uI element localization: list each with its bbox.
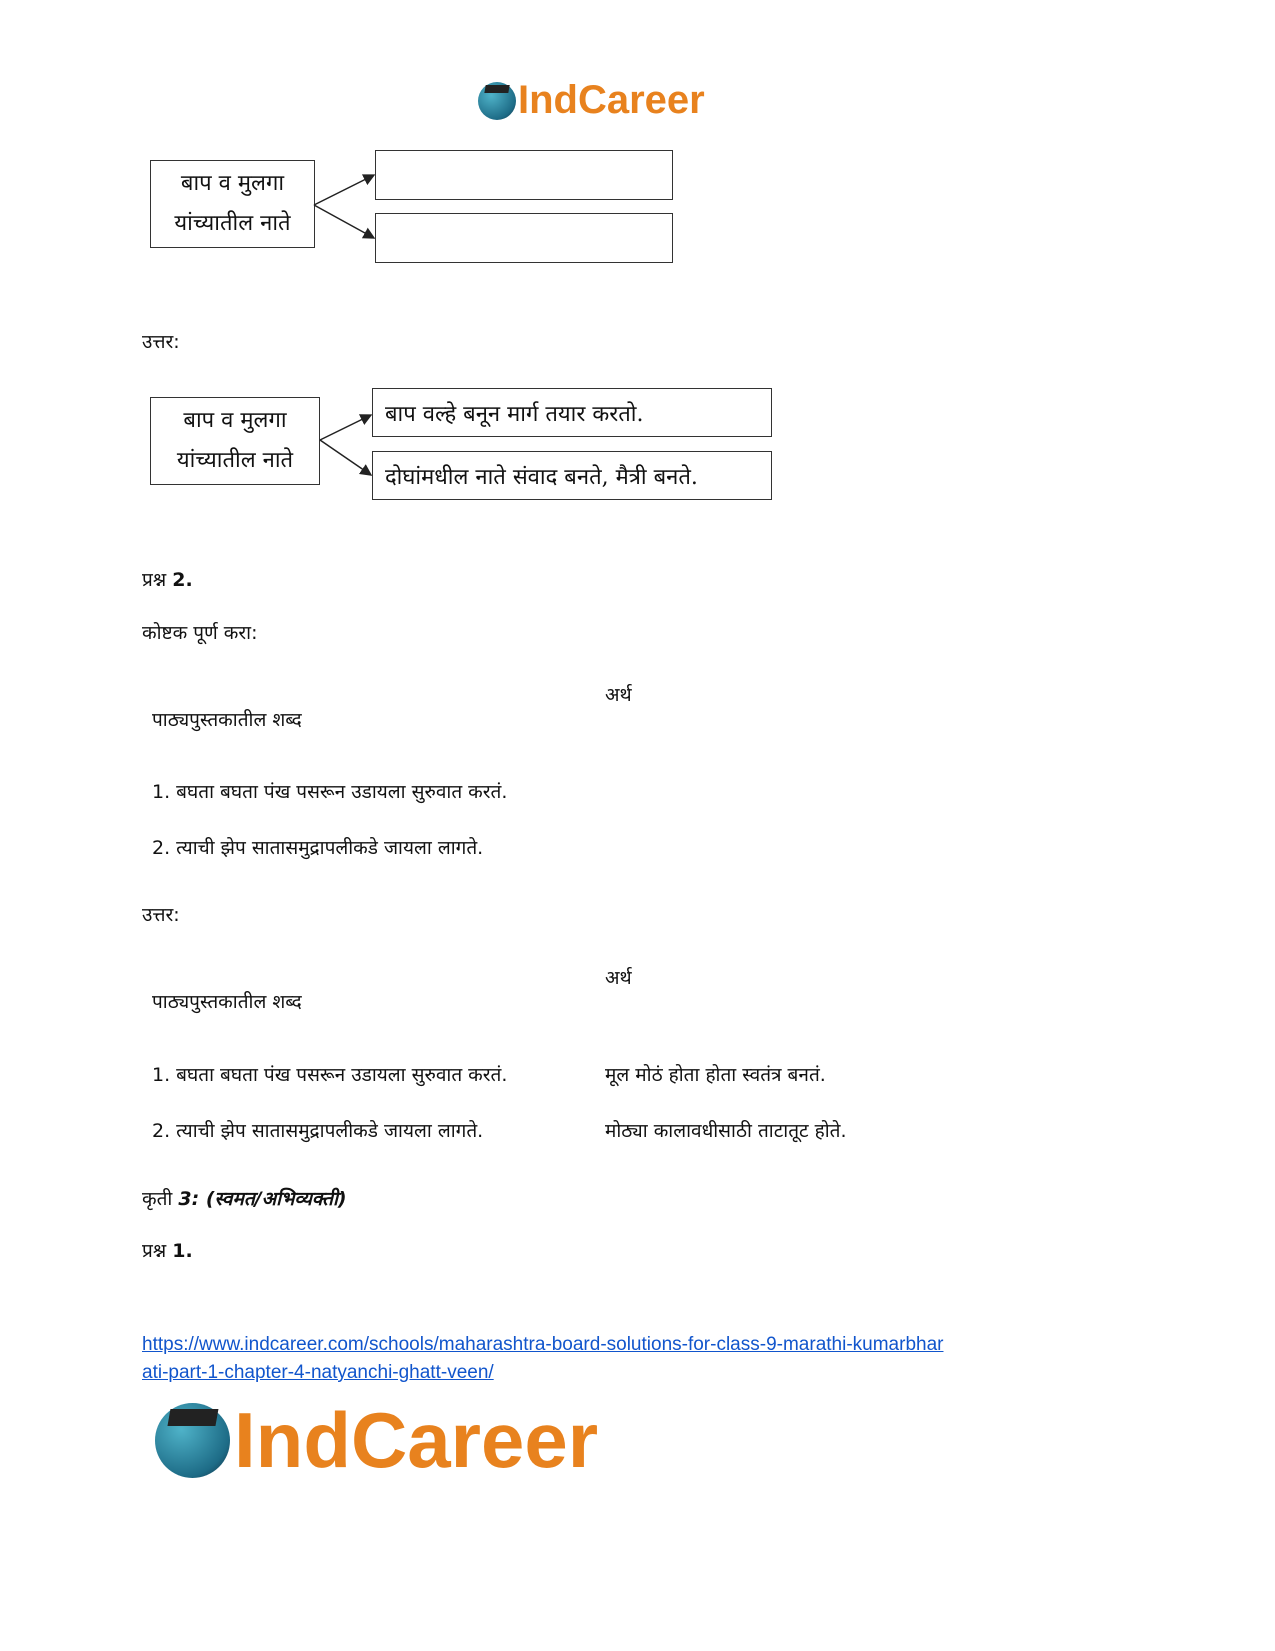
question-2-heading: प्रश्न 2. — [142, 569, 193, 591]
blank-answer-box-2 — [375, 213, 673, 263]
arrows-icon — [316, 395, 378, 495]
table-cell-word: 1. बघता बघता पंख पसरून उडायला सुरुवात करतं. — [152, 1064, 508, 1086]
question-1-heading: प्रश्न 1. — [142, 1240, 193, 1262]
diagram-answer-left-box — [150, 397, 320, 485]
table-header-words: पाठ्यपुस्तकातील शब्द — [152, 991, 302, 1013]
arrows-icon — [310, 160, 380, 260]
answer-label: उत्तर: — [142, 331, 180, 353]
answer-text: दोघांमधील नाते संवाद बनते, मैत्री बनते. — [385, 464, 698, 490]
header-logo — [478, 78, 705, 123]
source-link[interactable] — [142, 1331, 943, 1387]
globe-icon — [155, 1403, 230, 1478]
answer-label: उत्तर: — [142, 904, 180, 926]
table-header-meaning: अर्थ — [605, 684, 632, 706]
logo-text: IndCareer — [518, 78, 705, 122]
diagram-left-box — [150, 160, 315, 248]
table-cell-meaning: मोठ्या कालावधीसाठी ताटातूट होते. — [605, 1120, 847, 1142]
table-header-words: पाठ्यपुस्तकातील शब्द — [152, 709, 302, 731]
left-line2: यांच्यातील नाते — [176, 448, 294, 473]
instruction: कोष्टक पूर्ण करा: — [142, 622, 258, 644]
table-cell-meaning: मूल मोठं होता होता स्वतंत्र बनतं. — [605, 1064, 826, 1086]
link-line-2[interactable]: ati-part-1-chapter-4-natyanchi-ghatt-veen/ — [142, 1362, 494, 1383]
blank-answer-box-1 — [375, 150, 673, 200]
table-row: 2. त्याची झेप सातासमुद्रापलीकडे जायला लागते. — [152, 837, 484, 859]
left-line2: यांच्यातील नाते — [174, 211, 291, 236]
footer-logo — [155, 1395, 598, 1486]
logo-text: IndCareer — [234, 1396, 599, 1484]
answer-box-2 — [372, 451, 772, 500]
globe-icon — [478, 82, 516, 120]
link-line-1[interactable]: https://www.indcareer.com/schools/maharashtra-board-solutions-for-class-9-marathi-kumarbhar — [142, 1334, 944, 1355]
answer-text: बाप वल्हे बनून मार्ग तयार करतो. — [385, 401, 644, 427]
table-row: 1. बघता बघता पंख पसरून उडायला सुरुवात करतं. — [152, 781, 508, 803]
answer-box-1 — [372, 388, 772, 437]
activity-3-heading: कृती 3: (स्वमत/अभिव्यक्ती) — [142, 1188, 347, 1210]
table-header-meaning: अर्थ — [605, 967, 632, 989]
table-cell-word: 2. त्याची झेप सातासमुद्रापलीकडे जायला लागते. — [152, 1120, 484, 1142]
left-line1: बाप व मुलगा — [183, 408, 287, 433]
left-line1: बाप व मुलगा — [180, 171, 285, 196]
